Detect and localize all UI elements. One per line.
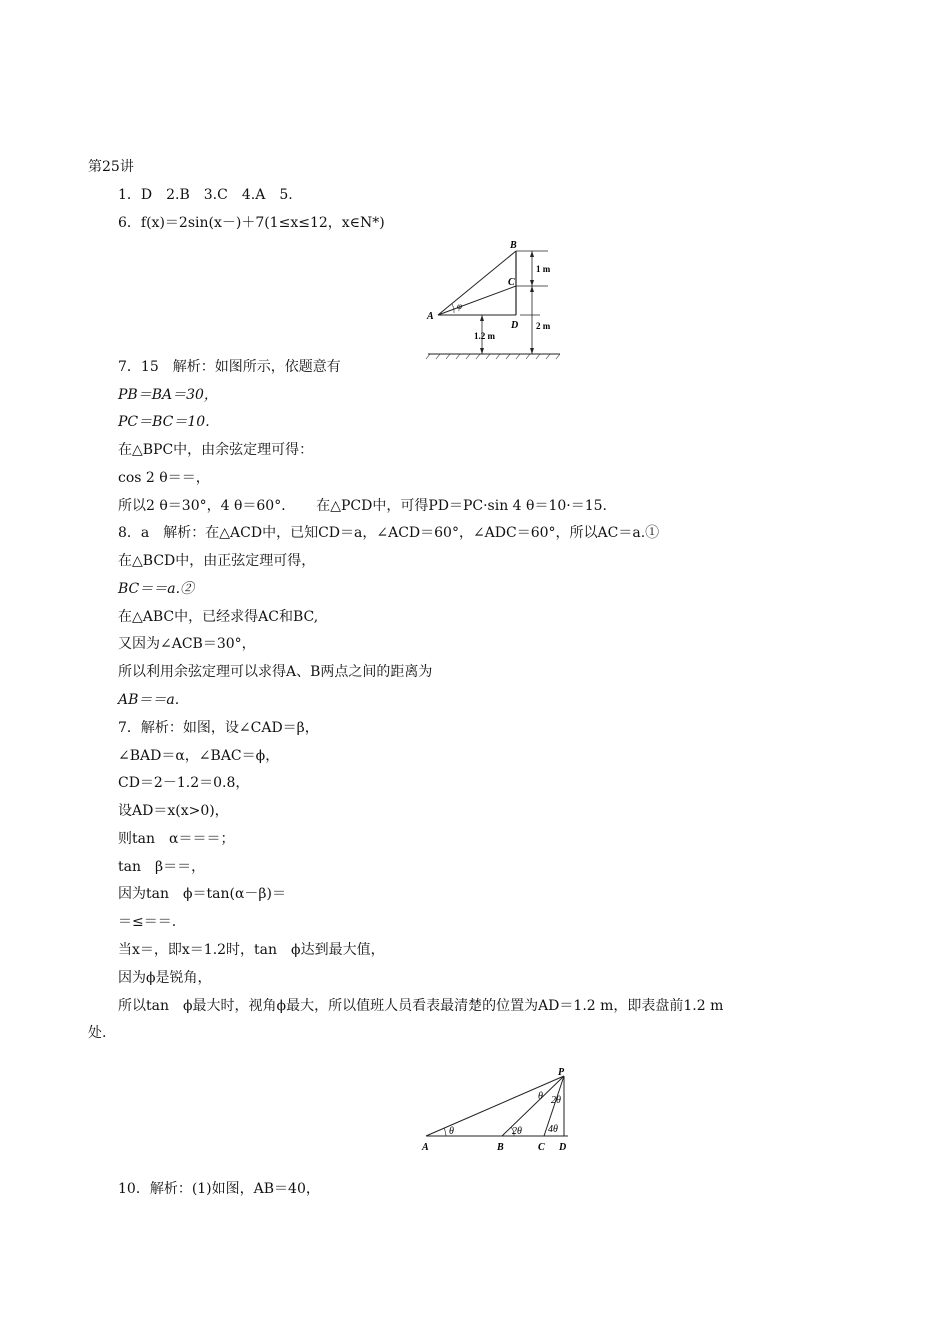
figure-clock-triangle xyxy=(420,236,570,360)
solution-8-line-5: 又因为∠ACB＝30°， xyxy=(118,636,256,652)
fig1-dim-1m: 1 m xyxy=(536,264,551,274)
fig2-angle-2theta-b: 2θ xyxy=(512,1126,522,1137)
solution-7b-line-2: ∠BAD＝α，∠BAC＝ϕ， xyxy=(118,748,280,764)
fig1-label-phi: φ xyxy=(457,301,462,311)
fig1-label-d: D xyxy=(511,320,519,331)
solution-10-line-1: 10．解析：(1)如图，AB＝40， xyxy=(118,1181,320,1197)
fig1-label-b: B xyxy=(510,240,517,251)
solution-7b-line-6: tan β＝＝， xyxy=(118,859,206,875)
figure-angle-triangle xyxy=(416,1066,576,1154)
fig1-label-a: A xyxy=(427,311,434,322)
answer-line-6: 6．f(x)＝2sin(x－)＋7(1≤x≤12，x∈N*) xyxy=(118,215,385,231)
solution-8-line-3: BC＝＝a.② xyxy=(118,581,195,597)
fig1-dim-2m: 2 m xyxy=(536,321,551,331)
fig1-label-c: C xyxy=(508,277,515,288)
solution-7b-line-3: CD＝2－1.2＝0.8， xyxy=(118,775,250,791)
page-heading: 第25讲 xyxy=(88,159,134,175)
solution-7-line-4: 在△BPC中，由余弦定理可得： xyxy=(118,442,314,458)
answer-line-1: 1．D 2.B 3.C 4.A 5. xyxy=(118,187,293,203)
fig2-label-a: A xyxy=(422,1142,429,1153)
fig2-label-d: D xyxy=(559,1142,567,1153)
fig2-angle-theta-a: θ xyxy=(449,1126,454,1137)
solution-8-line-4: 在△ABC中，已经求得AC和BC, xyxy=(118,609,319,625)
solution-8-line-2: 在△BCD中，由正弦定理可得， xyxy=(118,553,316,569)
solution-7-line-6: 所以2 θ＝30°，4 θ＝60°． 在△PCD中，可得PD＝PC·sin 4 θ＝10·＝15. xyxy=(118,498,607,514)
fig1-dim-1-2m: 1.2 m xyxy=(474,331,495,341)
solution-8-line-1: 8．a 解析：在△ACD中，已知CD＝a，∠ACD＝60°，∠ADC＝60°，所以AC＝a.① xyxy=(118,525,660,541)
solution-7-line-1: 7．15 解析：如图所示，依题意有 xyxy=(118,359,341,375)
solution-7b-line-5: 则tan α＝＝＝； xyxy=(118,831,235,847)
solution-7b-line-8: ＝≤＝＝. xyxy=(118,914,177,930)
solution-7b-line-7: 因为tan ϕ＝tan(α－β)＝ xyxy=(118,886,286,902)
solution-7-line-2: PB＝BA＝30， xyxy=(118,387,218,403)
fig2-angle-2theta-p: 2θ xyxy=(551,1095,561,1106)
solution-7b-line-11: 所以tan ϕ最大时，视角ϕ最大，所以值班人员看表最清楚的位置为AD＝1.2 m，即表盘前1.2 m xyxy=(118,998,724,1014)
solution-7-line-5: cos 2 θ＝＝， xyxy=(118,470,210,486)
fig2-label-b: B xyxy=(497,1142,504,1153)
solution-7b-line-12: 处. xyxy=(88,1025,107,1041)
fig2-label-c: C xyxy=(538,1142,545,1153)
solution-7-line-3: PC＝BC＝10. xyxy=(118,414,210,430)
fig2-label-p: P xyxy=(558,1067,565,1078)
fig2-angle-theta-p: θ xyxy=(538,1091,543,1102)
solution-7b-line-9: 当x＝，即x＝1.2时，tan ϕ达到最大值， xyxy=(118,942,385,958)
solution-8-line-7: AB＝＝a. xyxy=(118,692,180,708)
solution-7b-line-4: 设AD＝x(x>0)， xyxy=(118,803,229,819)
fig2-angle-4theta-c: 4θ xyxy=(548,1124,558,1135)
solution-7b-line-10: 因为ϕ是锐角， xyxy=(118,970,212,986)
solution-8-line-6: 所以利用余弦定理可以求得A、B两点之间的距离为 xyxy=(118,664,433,680)
solution-7b-line-1: 7．解析：如图，设∠CAD＝β， xyxy=(118,720,319,736)
